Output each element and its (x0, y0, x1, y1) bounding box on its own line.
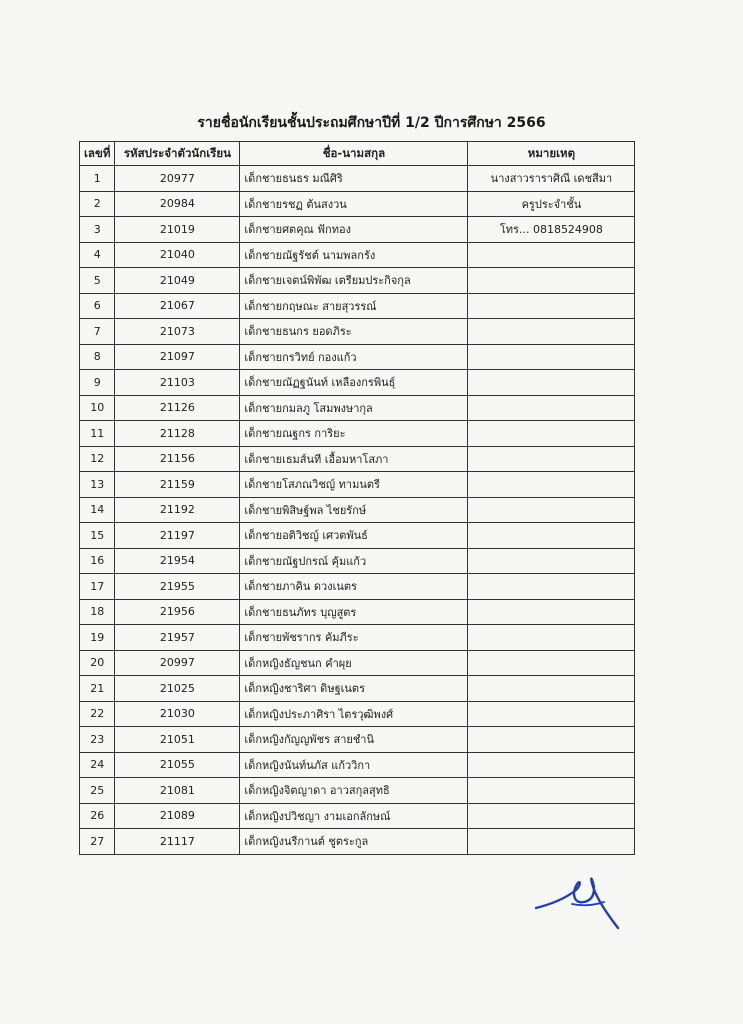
row-student-id: 21957 (115, 625, 240, 651)
row-student-name: เด็กชายเธมส์นที เอื้อมหาโสภา (240, 446, 468, 472)
row-student-name: เด็กชายกฤษณะ สายสุวรรณ์ (240, 293, 468, 319)
row-student-name: เด็กชายธนภัทร บุญสูตร (240, 599, 468, 625)
row-student-id: 21103 (115, 370, 240, 396)
row-number: 17 (80, 574, 115, 600)
table-row (80, 778, 635, 804)
row-note (468, 803, 635, 829)
table-row (80, 217, 635, 243)
row-note (468, 829, 635, 855)
row-student-id: 21117 (115, 829, 240, 855)
header-note: หมายเหตุ (468, 142, 635, 166)
row-number: 19 (80, 625, 115, 651)
table-row (80, 676, 635, 702)
row-note (468, 421, 635, 447)
table-row (80, 293, 635, 319)
row-number: 14 (80, 497, 115, 523)
row-note (468, 344, 635, 370)
row-number: 12 (80, 446, 115, 472)
row-number: 24 (80, 752, 115, 778)
row-student-name: เด็กหญิงประภาศิรา ไตรวุฒิพงศ์ (240, 701, 468, 727)
row-number: 9 (80, 370, 115, 396)
row-number: 23 (80, 727, 115, 753)
table-row (80, 446, 635, 472)
table-row (80, 191, 635, 217)
row-student-id: 20977 (115, 166, 240, 192)
row-student-name: เด็กชายภาคิน ดวงเนตร (240, 574, 468, 600)
row-student-name: เด็กชายพัชรากร คัมภีระ (240, 625, 468, 651)
row-student-name: เด็กชายธนกร ยอดภิระ (240, 319, 468, 345)
row-student-id: 20984 (115, 191, 240, 217)
row-student-id: 21159 (115, 472, 240, 498)
row-note (468, 650, 635, 676)
row-student-name: เด็กชายณัฐรัชต์ นามพลกรัง (240, 242, 468, 268)
row-student-id: 21073 (115, 319, 240, 345)
table-row (80, 421, 635, 447)
row-student-id: 21030 (115, 701, 240, 727)
table-row (80, 599, 635, 625)
row-student-name: เด็กชายธนธร มณีศิริ (240, 166, 468, 192)
row-note (468, 446, 635, 472)
table-row (80, 803, 635, 829)
row-student-id: 21197 (115, 523, 240, 549)
row-student-id: 21192 (115, 497, 240, 523)
row-student-id: 21040 (115, 242, 240, 268)
student-roster-table (79, 141, 635, 855)
row-note: ครูประจำชั้น (468, 191, 635, 217)
table-body (80, 166, 635, 855)
row-student-id: 21954 (115, 548, 240, 574)
row-note (468, 395, 635, 421)
row-note (468, 548, 635, 574)
header-student-id: รหัสประจำตัวนักเรียน (115, 142, 240, 166)
row-student-id: 21067 (115, 293, 240, 319)
row-note (468, 472, 635, 498)
row-student-id: 21956 (115, 599, 240, 625)
row-number: 26 (80, 803, 115, 829)
row-note (468, 599, 635, 625)
row-number: 8 (80, 344, 115, 370)
row-student-name: เด็กหญิงปวิชญา งามเอกลักษณ์ (240, 803, 468, 829)
row-number: 25 (80, 778, 115, 804)
row-number: 5 (80, 268, 115, 294)
row-note (468, 242, 635, 268)
row-number: 22 (80, 701, 115, 727)
row-student-name: เด็กชายกรวิทย์ กองแก้ว (240, 344, 468, 370)
row-student-id: 21051 (115, 727, 240, 753)
table-row (80, 319, 635, 345)
row-note (468, 574, 635, 600)
table-row (80, 752, 635, 778)
row-student-name: เด็กชายณัฐปกรณ์ คุ้มแก้ว (240, 548, 468, 574)
table-row (80, 625, 635, 651)
table-row (80, 242, 635, 268)
row-note (468, 701, 635, 727)
row-student-id: 21097 (115, 344, 240, 370)
row-student-name: เด็กชายณัฏฐนันท์ เหลืองกรพินธุ์ (240, 370, 468, 396)
row-student-name: เด็กชายเจตน์พิพัฒ เตรียมประกิจกุล (240, 268, 468, 294)
row-number: 20 (80, 650, 115, 676)
row-student-id: 21049 (115, 268, 240, 294)
row-student-name: เด็กชายณฐกร การิยะ (240, 421, 468, 447)
row-student-id: 21019 (115, 217, 240, 243)
row-student-id: 21955 (115, 574, 240, 600)
table-row (80, 344, 635, 370)
row-note: โทร... 0818524908 (468, 217, 635, 243)
row-student-id: 21156 (115, 446, 240, 472)
row-student-name: เด็กชายรชฏ ต้นสงวน (240, 191, 468, 217)
table-row (80, 395, 635, 421)
signature-mark (532, 868, 632, 932)
row-student-name: เด็กหญิงธัญชนก คำผุย (240, 650, 468, 676)
row-note (468, 676, 635, 702)
table-row (80, 548, 635, 574)
table-row (80, 829, 635, 855)
row-student-id: 20997 (115, 650, 240, 676)
table-row (80, 701, 635, 727)
row-note (468, 727, 635, 753)
row-note (468, 778, 635, 804)
row-student-name: เด็กชายอติวิชญ์ เศวตพันธ์ (240, 523, 468, 549)
row-number: 2 (80, 191, 115, 217)
row-student-name: เด็กชายพิสิษฐ์พล ไชยรักษ์ (240, 497, 468, 523)
row-number: 7 (80, 319, 115, 345)
row-note (468, 497, 635, 523)
table-row (80, 650, 635, 676)
row-note (468, 319, 635, 345)
row-number: 4 (80, 242, 115, 268)
row-number: 6 (80, 293, 115, 319)
row-number: 1 (80, 166, 115, 192)
row-note: นางสาวราราศิณี เดชสีมา (468, 166, 635, 192)
table-row (80, 370, 635, 396)
row-number: 13 (80, 472, 115, 498)
row-number: 27 (80, 829, 115, 855)
row-note (468, 625, 635, 651)
row-student-name: เด็กหญิงจิตญาดา อาวสกุลสุทธิ (240, 778, 468, 804)
row-student-name: เด็กหญิงชาริศา ดิษฐเนตร (240, 676, 468, 702)
table-row (80, 268, 635, 294)
table-header-row (80, 142, 635, 166)
table-row (80, 727, 635, 753)
row-student-id: 21081 (115, 778, 240, 804)
row-student-id: 21055 (115, 752, 240, 778)
row-student-id: 21128 (115, 421, 240, 447)
table-row (80, 472, 635, 498)
row-number: 18 (80, 599, 115, 625)
row-student-name: เด็กหญิงกัญญพัชร สายชำนิ (240, 727, 468, 753)
row-number: 11 (80, 421, 115, 447)
row-number: 21 (80, 676, 115, 702)
row-number: 10 (80, 395, 115, 421)
table-row (80, 497, 635, 523)
page-title: รายชื่อนักเรียนชั้นประถมศึกษาปีที่ 1/2 ปีการศึกษา 2566 (197, 115, 546, 131)
table-row (80, 166, 635, 192)
row-student-name: เด็กชายศตคุณ ฟักทอง (240, 217, 468, 243)
row-student-name: เด็กชายกมลภู โสมพงษากุล (240, 395, 468, 421)
header-number: เลขที่ (80, 142, 115, 166)
row-number: 15 (80, 523, 115, 549)
table-row (80, 574, 635, 600)
row-student-id: 21025 (115, 676, 240, 702)
table-row (80, 523, 635, 549)
row-student-name: เด็กหญิงนันท์นภัส แก้ววิกา (240, 752, 468, 778)
row-student-name: เด็กชายโสภณวิชญ์ ทามนตรี (240, 472, 468, 498)
row-note (468, 370, 635, 396)
row-note (468, 268, 635, 294)
row-student-id: 21089 (115, 803, 240, 829)
row-number: 16 (80, 548, 115, 574)
row-number: 3 (80, 217, 115, 243)
row-note (468, 293, 635, 319)
row-student-name: เด็กหญิงนรีกานต์ ชูตระกูล (240, 829, 468, 855)
row-student-id: 21126 (115, 395, 240, 421)
header-name: ชื่อ-นามสกุล (240, 142, 468, 166)
row-note (468, 752, 635, 778)
row-note (468, 523, 635, 549)
